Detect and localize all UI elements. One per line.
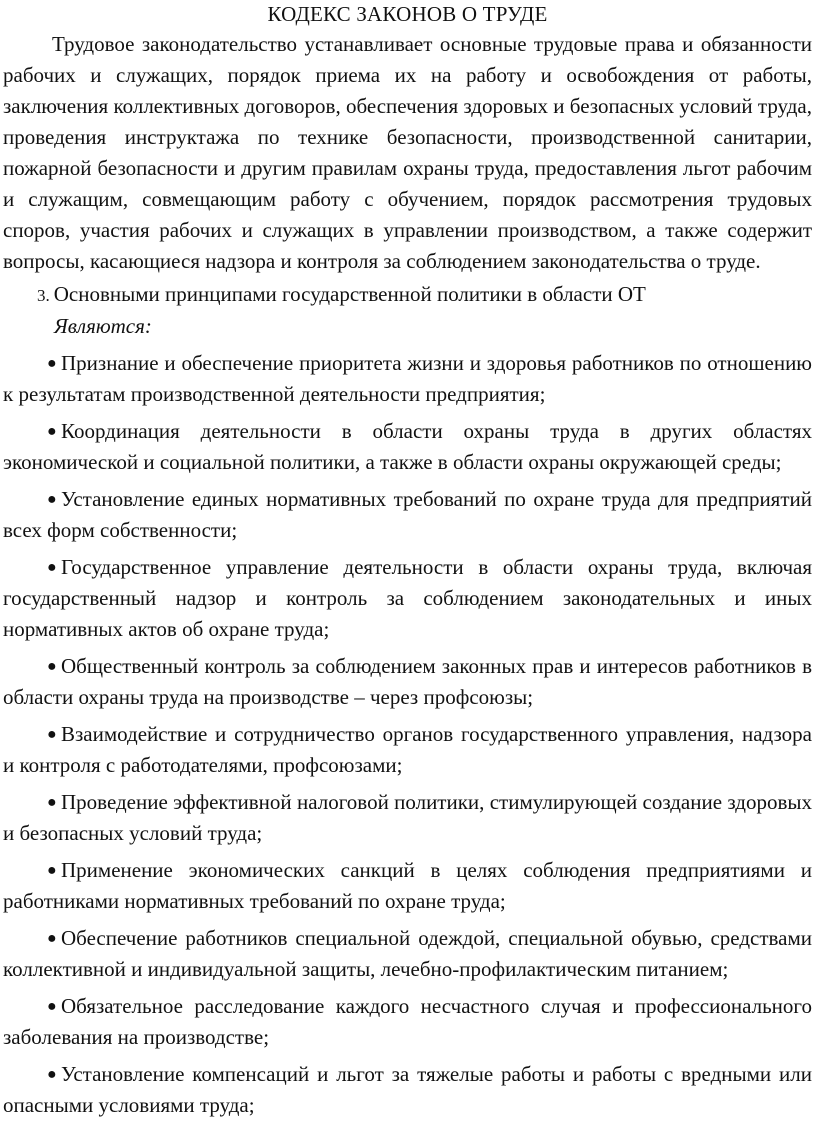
section-heading xyxy=(3,279,812,311)
bullet-icon: ● xyxy=(47,794,57,811)
section-heading-text: Основными принципами государственной политики в области ОТ xyxy=(53,282,646,306)
list-item-text: Координация деятельности в области охраны труда в других областях экономической и социальной политики, а также в области охраны окружающей среды; xyxy=(3,419,812,474)
bullet-icon: ● xyxy=(47,559,57,576)
list-item xyxy=(3,855,812,917)
list-item xyxy=(3,416,812,478)
bullet-icon: ● xyxy=(47,998,57,1015)
list-item-text: Применение экономических санкций в целях соблюдения предприятиями и работниками нормативных требований по охране труда; xyxy=(3,858,812,913)
bullet-icon: ● xyxy=(47,1066,57,1083)
intro-paragraph: Трудовое законодательство устанавливает основные трудовые права и обязанности рабочих и служащих, порядок приема их на работу и освобождения от работы, заключения коллективных договоров, обеспечения здоровых и безопасных условий труда, проведения инструктажа по технике безопасности, производственной санитарии, пожарной безопасности и другим правилам охраны труда, предоставления льгот рабочим и служащим, совмещающим работу с обучением, порядок рассмотрения трудовых споров, участия рабочих и служащих в управлении производством, а также содержит вопросы, касающиеся надзора и контроля за соблюдением законодательства о труде. xyxy=(3,32,812,273)
list-item xyxy=(3,923,812,985)
list-item-text: Установление единых нормативных требований по охране труда для предприятий всех форм собственности; xyxy=(3,487,812,542)
bullet-icon: ● xyxy=(47,491,57,508)
document-title: КОДЕКС ЗАКОНОВ О ТРУДЕ xyxy=(267,2,548,26)
list-item-text: Признание и обеспечение приоритета жизни и здоровья работников по отношению к результатам производственной деятельности предприятия; xyxy=(3,351,812,406)
bullet-icon: ● xyxy=(47,658,57,675)
bullet-icon: ● xyxy=(47,726,57,743)
bullet-icon: ● xyxy=(47,862,57,879)
list-item xyxy=(3,1059,812,1121)
bullet-icon: ● xyxy=(47,355,57,372)
list-item xyxy=(3,552,812,645)
list-item-text: Проведение эффективной налоговой политики, стимулирующей создание здоровых и безопасных условий труда; xyxy=(3,790,812,845)
subheading: Являются: xyxy=(54,314,152,338)
bullet-icon: ● xyxy=(47,930,57,947)
principles-list xyxy=(3,348,812,1121)
list-item xyxy=(3,484,812,546)
bullet-icon: ● xyxy=(47,423,57,440)
list-item xyxy=(3,651,812,713)
list-item-text: Взаимодействие и сотрудничество органов государственного управления, надзора и контроля с работодателями, профсоюзами; xyxy=(3,722,812,777)
list-item-text: Общественный контроль за соблюдением законных прав и интересов работников в области охраны труда на производстве – через профсоюзы; xyxy=(3,654,812,709)
section-number: 3. xyxy=(37,286,50,305)
list-item-text: Обязательное расследование каждого несчастного случая и профессионального заболевания на производстве; xyxy=(3,994,812,1049)
list-item xyxy=(3,719,812,781)
list-item-text: Установление компенсаций и льгот за тяжелые работы и работы с вредными или опасными условиями труда; xyxy=(3,1062,812,1117)
list-item-text: Обеспечение работников специальной одеждой, специальной обувью, средствами коллективной и индивидуальной защиты, лечебно-профилактическим питанием; xyxy=(3,926,812,981)
list-item xyxy=(3,991,812,1053)
list-item-text: Государственное управление деятельности в области охраны труда, включая государственный надзор и контроль за соблюдением законодательных и иных нормативных актов об охране труда; xyxy=(3,555,812,641)
list-item xyxy=(3,787,812,849)
list-item xyxy=(3,348,812,410)
